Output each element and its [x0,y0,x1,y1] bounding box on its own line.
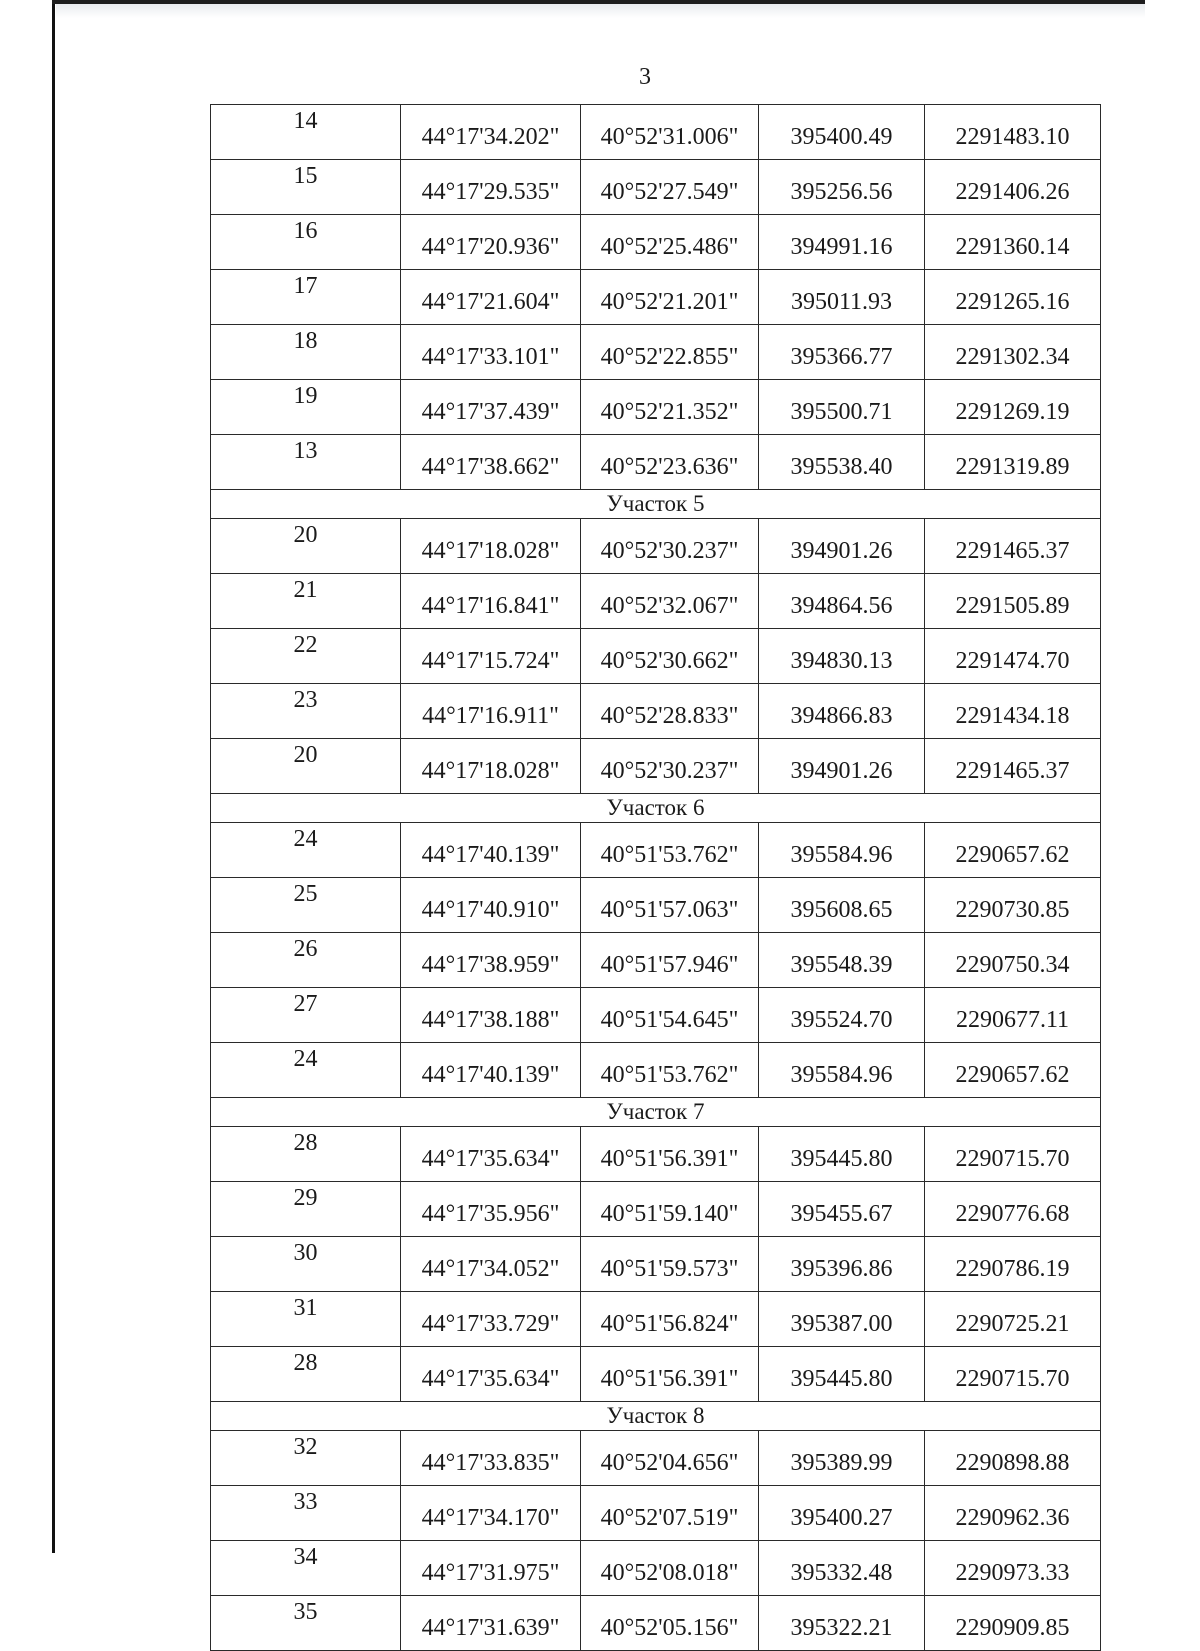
point-number-cell: 20 [211,519,401,574]
longitude-cell: 40°51'56.824" [581,1292,759,1347]
longitude-cell: 40°52'21.352" [581,380,759,435]
x-coordinate-cell: 395445.80 [759,1127,925,1182]
y-coordinate-cell: 2290776.68 [925,1182,1101,1237]
latitude-cell: 44°17'15.724" [401,629,581,684]
point-number-cell: 28 [211,1127,401,1182]
x-coordinate-cell: 395584.96 [759,823,925,878]
table-row [211,1431,1101,1486]
y-coordinate-cell: 2291319.89 [925,435,1101,490]
longitude-cell: 40°52'30.662" [581,629,759,684]
latitude-cell: 44°17'29.535" [401,160,581,215]
scan-border-left [52,0,55,1553]
y-coordinate-cell: 2291474.70 [925,629,1101,684]
point-number-cell: 26 [211,933,401,988]
latitude-cell: 44°17'31.975" [401,1541,581,1596]
x-coordinate-cell: 395455.67 [759,1182,925,1237]
longitude-cell: 40°52'08.018" [581,1541,759,1596]
table-row [211,629,1101,684]
longitude-cell: 40°52'07.519" [581,1486,759,1541]
table-row [211,1347,1101,1402]
table-row [211,380,1101,435]
x-coordinate-cell: 395332.48 [759,1541,925,1596]
longitude-cell: 40°52'23.636" [581,435,759,490]
x-coordinate-cell: 395538.40 [759,435,925,490]
y-coordinate-cell: 2290909.85 [925,1596,1101,1651]
longitude-cell: 40°51'59.140" [581,1182,759,1237]
y-coordinate-cell: 2290657.62 [925,1043,1101,1098]
latitude-cell: 44°17'18.028" [401,739,581,794]
table-row [211,739,1101,794]
y-coordinate-cell: 2290677.11 [925,988,1101,1043]
latitude-cell: 44°17'16.911" [401,684,581,739]
longitude-cell: 40°52'28.833" [581,684,759,739]
y-coordinate-cell: 2290715.70 [925,1347,1101,1402]
y-coordinate-cell: 2291406.26 [925,160,1101,215]
table-row [211,823,1101,878]
latitude-cell: 44°17'31.639" [401,1596,581,1651]
point-number-cell: 35 [211,1596,401,1651]
longitude-cell: 40°51'56.391" [581,1347,759,1402]
point-number-cell: 27 [211,988,401,1043]
table-row [211,574,1101,629]
y-coordinate-cell: 2290657.62 [925,823,1101,878]
x-coordinate-cell: 395011.93 [759,270,925,325]
x-coordinate-cell: 394866.83 [759,684,925,739]
longitude-cell: 40°51'59.573" [581,1237,759,1292]
section-title: Участок 7 [211,1098,1101,1127]
point-number-cell: 19 [211,380,401,435]
table-row [211,988,1101,1043]
table-row [211,1127,1101,1182]
table-row [211,519,1101,574]
x-coordinate-cell: 395387.00 [759,1292,925,1347]
y-coordinate-cell: 2290715.70 [925,1127,1101,1182]
point-number-cell: 15 [211,160,401,215]
longitude-cell: 40°52'21.201" [581,270,759,325]
table-row [211,1237,1101,1292]
point-number-cell: 16 [211,215,401,270]
x-coordinate-cell: 395400.49 [759,105,925,160]
point-number-cell: 24 [211,823,401,878]
latitude-cell: 44°17'40.910" [401,878,581,933]
table-row [211,1292,1101,1347]
y-coordinate-cell: 2291302.34 [925,325,1101,380]
x-coordinate-cell: 395396.86 [759,1237,925,1292]
table-row [211,435,1101,490]
point-number-cell: 30 [211,1237,401,1292]
x-coordinate-cell: 394830.13 [759,629,925,684]
latitude-cell: 44°17'38.662" [401,435,581,490]
latitude-cell: 44°17'35.634" [401,1127,581,1182]
longitude-cell: 40°51'53.762" [581,1043,759,1098]
longitude-cell: 40°52'30.237" [581,519,759,574]
longitude-cell: 40°51'53.762" [581,823,759,878]
latitude-cell: 44°17'34.170" [401,1486,581,1541]
x-coordinate-cell: 395445.80 [759,1347,925,1402]
x-coordinate-cell: 395400.27 [759,1486,925,1541]
longitude-cell: 40°52'22.855" [581,325,759,380]
y-coordinate-cell: 2291265.16 [925,270,1101,325]
y-coordinate-cell: 2290786.19 [925,1237,1101,1292]
point-number-cell: 34 [211,1541,401,1596]
section-title: Участок 6 [211,794,1101,823]
table-row [211,105,1101,160]
latitude-cell: 44°17'33.729" [401,1292,581,1347]
latitude-cell: 44°17'35.634" [401,1347,581,1402]
table-row [211,160,1101,215]
x-coordinate-cell: 395256.56 [759,160,925,215]
latitude-cell: 44°17'40.139" [401,1043,581,1098]
y-coordinate-cell: 2290962.36 [925,1486,1101,1541]
latitude-cell: 44°17'33.101" [401,325,581,380]
latitude-cell: 44°17'20.936" [401,215,581,270]
y-coordinate-cell: 2291505.89 [925,574,1101,629]
point-number-cell: 24 [211,1043,401,1098]
section-row [211,490,1101,519]
x-coordinate-cell: 395584.96 [759,1043,925,1098]
section-title: Участок 5 [211,490,1101,519]
point-number-cell: 23 [211,684,401,739]
y-coordinate-cell: 2290898.88 [925,1431,1101,1486]
point-number-cell: 32 [211,1431,401,1486]
y-coordinate-cell: 2290973.33 [925,1541,1101,1596]
longitude-cell: 40°52'32.067" [581,574,759,629]
x-coordinate-cell: 395322.21 [759,1596,925,1651]
latitude-cell: 44°17'18.028" [401,519,581,574]
longitude-cell: 40°52'25.486" [581,215,759,270]
latitude-cell: 44°17'37.439" [401,380,581,435]
table-row [211,1182,1101,1237]
latitude-cell: 44°17'16.841" [401,574,581,629]
point-number-cell: 18 [211,325,401,380]
point-number-cell: 13 [211,435,401,490]
y-coordinate-cell: 2291465.37 [925,519,1101,574]
table-row [211,325,1101,380]
coordinates-table-body [211,105,1101,1651]
latitude-cell: 44°17'38.188" [401,988,581,1043]
y-coordinate-cell: 2291483.10 [925,105,1101,160]
table-row [211,215,1101,270]
section-row [211,794,1101,823]
point-number-cell: 25 [211,878,401,933]
page-number: 3 [639,64,651,90]
x-coordinate-cell: 395389.99 [759,1431,925,1486]
latitude-cell: 44°17'40.139" [401,823,581,878]
point-number-cell: 33 [211,1486,401,1541]
x-coordinate-cell: 394864.56 [759,574,925,629]
longitude-cell: 40°52'31.006" [581,105,759,160]
table-row [211,1541,1101,1596]
longitude-cell: 40°51'57.063" [581,878,759,933]
x-coordinate-cell: 395548.39 [759,933,925,988]
longitude-cell: 40°51'54.645" [581,988,759,1043]
table-row [211,1043,1101,1098]
coordinates-table [210,104,1101,1651]
table-row [211,933,1101,988]
y-coordinate-cell: 2290750.34 [925,933,1101,988]
point-number-cell: 31 [211,1292,401,1347]
point-number-cell: 28 [211,1347,401,1402]
section-row [211,1098,1101,1127]
point-number-cell: 21 [211,574,401,629]
table-row [211,1486,1101,1541]
scan-shadow-top [56,4,1145,18]
x-coordinate-cell: 395366.77 [759,325,925,380]
latitude-cell: 44°17'21.604" [401,270,581,325]
x-coordinate-cell: 394901.26 [759,739,925,794]
y-coordinate-cell: 2290730.85 [925,878,1101,933]
point-number-cell: 14 [211,105,401,160]
table-row [211,270,1101,325]
y-coordinate-cell: 2291360.14 [925,215,1101,270]
longitude-cell: 40°51'57.946" [581,933,759,988]
y-coordinate-cell: 2291434.18 [925,684,1101,739]
y-coordinate-cell: 2290725.21 [925,1292,1101,1347]
point-number-cell: 29 [211,1182,401,1237]
longitude-cell: 40°52'04.656" [581,1431,759,1486]
section-title: Участок 8 [211,1402,1101,1431]
y-coordinate-cell: 2291269.19 [925,380,1101,435]
latitude-cell: 44°17'35.956" [401,1182,581,1237]
x-coordinate-cell: 394991.16 [759,215,925,270]
latitude-cell: 44°17'34.202" [401,105,581,160]
table-row [211,878,1101,933]
x-coordinate-cell: 395500.71 [759,380,925,435]
x-coordinate-cell: 395524.70 [759,988,925,1043]
latitude-cell: 44°17'34.052" [401,1237,581,1292]
table-row [211,1596,1101,1651]
longitude-cell: 40°52'27.549" [581,160,759,215]
x-coordinate-cell: 394901.26 [759,519,925,574]
x-coordinate-cell: 395608.65 [759,878,925,933]
point-number-cell: 22 [211,629,401,684]
longitude-cell: 40°52'05.156" [581,1596,759,1651]
longitude-cell: 40°52'30.237" [581,739,759,794]
table-row [211,684,1101,739]
latitude-cell: 44°17'38.959" [401,933,581,988]
point-number-cell: 17 [211,270,401,325]
section-row [211,1402,1101,1431]
longitude-cell: 40°51'56.391" [581,1127,759,1182]
y-coordinate-cell: 2291465.37 [925,739,1101,794]
point-number-cell: 20 [211,739,401,794]
latitude-cell: 44°17'33.835" [401,1431,581,1486]
